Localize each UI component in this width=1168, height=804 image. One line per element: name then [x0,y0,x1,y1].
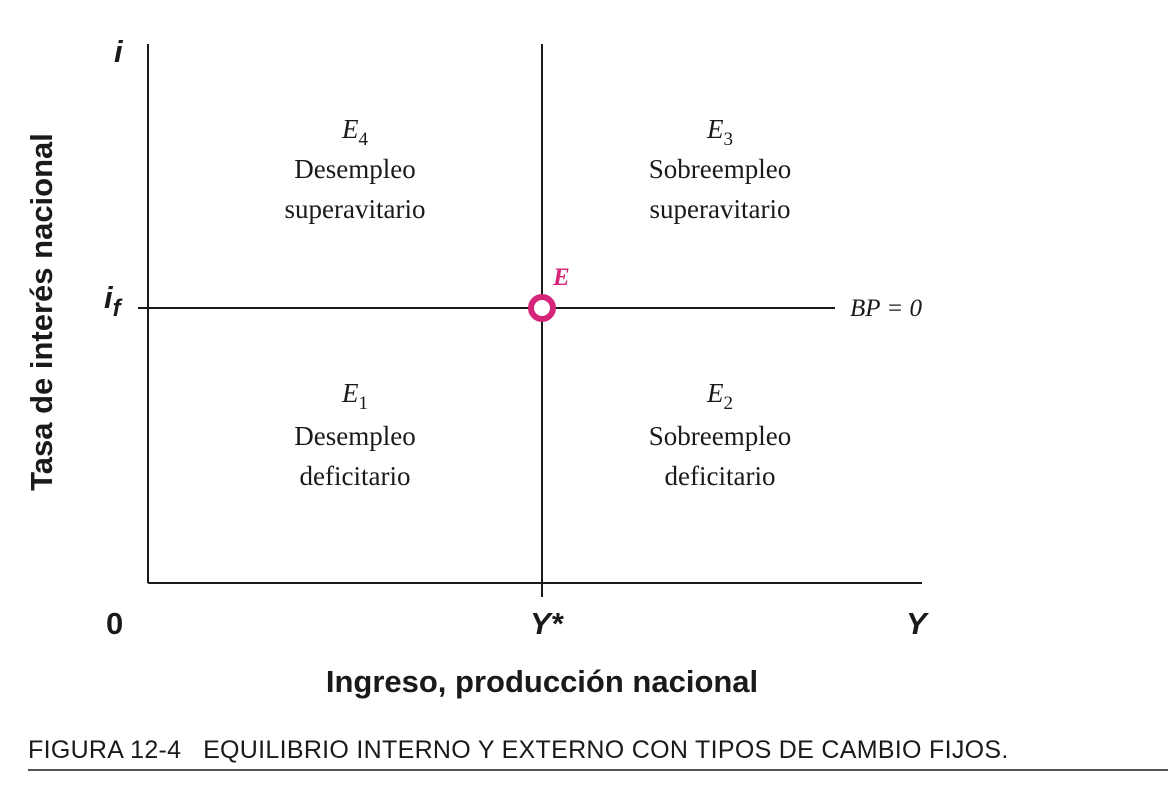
bp-label: BP = 0 [850,295,922,322]
region-e3-line1: Sobreempleo [648,154,792,184]
region-e4 [285,114,426,224]
region-e2-sub: 2 [723,393,733,414]
region-e1-symbol [341,378,368,414]
region-e3-sub: 3 [723,129,733,150]
region-e2-line1: Sobreempleo [648,421,792,451]
region-e4-symbol [341,114,369,150]
region-e1-sub: 1 [358,393,368,414]
region-e1-letter: E [342,378,359,408]
origin-label: 0 [106,606,124,641]
region-e2-symbol [706,378,733,414]
region-e4-sub: 4 [358,129,368,150]
region-e2 [649,378,791,491]
equilibrium-label: E [553,264,570,291]
region-e3-symbol [706,114,733,150]
i-f-sub: f [112,295,121,322]
region-e4-line2: superavitario [284,194,426,224]
x-axis-symbol: Y [906,606,927,641]
region-e4-line1: Desempleo [294,154,416,184]
region-e4-letter: E [342,114,359,144]
i-f-main: i [104,280,113,315]
region-e2-line2: deficitario [664,461,776,491]
region-e1-line2: deficitario [299,461,411,491]
y-axis-title: Tasa de interés nacional [24,133,59,491]
region-e3 [649,114,791,224]
y-star-label: Y* [530,606,563,641]
y-axis-symbol: i [114,34,123,69]
equilibrium-point [531,297,553,319]
region-e1 [294,378,415,491]
region-e2-letter: E [707,378,724,408]
region-e1-line1: Desempleo [294,421,416,451]
figure-caption: FIGURA 12-4 EQUILIBRIO INTERNO Y EXTERNO CON TIPOS DE CAMBIO FIJOS. [28,736,1009,764]
i-f-label [104,280,123,322]
region-e3-letter: E [707,114,724,144]
region-e3-line2: superavitario [649,194,791,224]
x-axis-title: Ingreso, producción nacional [325,664,759,699]
